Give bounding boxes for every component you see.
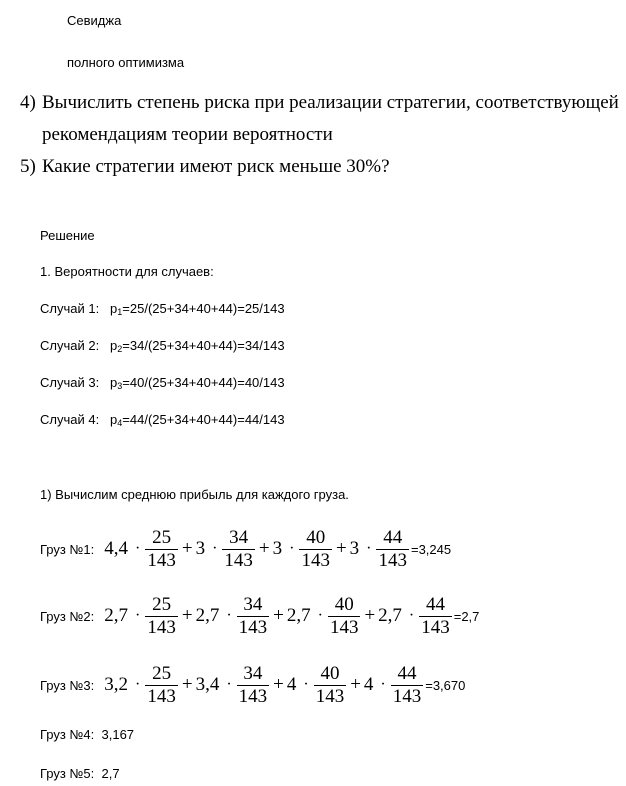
fraction: [314, 663, 347, 708]
avg-heading: 1) Вычислим среднюю прибыль для каждого груза.: [40, 487, 349, 502]
formula-term: [287, 594, 362, 639]
formula-term: [287, 663, 347, 708]
plus-sign: +: [273, 674, 284, 695]
formula-term: [104, 594, 179, 639]
term-coefficient: 2,7: [286, 605, 311, 626]
fraction-denominator: 143: [301, 549, 330, 571]
fraction: [145, 663, 178, 708]
term-coefficient: 2,7: [104, 605, 129, 626]
formula-term: [104, 527, 179, 572]
cargo-value: 3,167: [101, 727, 135, 742]
header-line-1: Севиджа: [67, 13, 122, 28]
fraction-denominator: 143: [421, 616, 450, 638]
case-label: Случай 3:: [40, 375, 100, 390]
multiply-dot: ·: [380, 676, 386, 693]
question-4-text-cont: рекомендациям теории вероятности: [42, 124, 333, 145]
multiply-dot: ·: [408, 607, 415, 624]
formula-term: [196, 663, 271, 708]
multiply-dot: ·: [303, 676, 309, 693]
prob-subscript: 4: [117, 418, 123, 428]
term-coefficient: 3: [349, 538, 360, 559]
cargo-label: Груз №1:: [40, 541, 95, 557]
fraction-denominator: 143: [329, 616, 359, 638]
case-label: Случай 1:: [40, 301, 100, 316]
fraction-numerator: 25: [152, 593, 172, 615]
fraction-denominator: 143: [378, 549, 407, 571]
case-1-row: [40, 301, 285, 317]
multiply-dot: ·: [135, 676, 141, 693]
fraction-numerator: 34: [243, 593, 263, 615]
prob-symbol: p: [110, 338, 118, 353]
plus-sign: +: [181, 538, 193, 559]
term-coefficient: 3,2: [104, 674, 129, 695]
fraction-denominator: 143: [147, 549, 176, 571]
multiply-dot: ·: [289, 540, 295, 557]
question-4-number: 4): [20, 92, 36, 113]
term-coefficient: 3: [195, 538, 206, 559]
cargo-label: Груз №3:: [40, 677, 95, 693]
formula-cargo-1: [40, 525, 451, 573]
fraction-denominator: 143: [238, 616, 268, 638]
formula-term: [350, 527, 410, 572]
case-2-row: [40, 338, 285, 354]
fraction-denominator: 143: [147, 616, 176, 638]
plus-sign: +: [335, 538, 347, 559]
case-label: Случай 4:: [40, 412, 100, 427]
fraction-numerator: 40: [334, 593, 354, 615]
fraction: [328, 594, 361, 639]
cargo-5-row: [40, 766, 120, 781]
formula-term: [196, 527, 256, 572]
prob-expression: =34/(25+34+40+44)=34/143: [122, 338, 285, 353]
multiply-dot: ·: [317, 607, 323, 624]
case-4-row: [40, 412, 285, 428]
formula-term: [104, 663, 179, 708]
case-3-row: [40, 375, 285, 391]
prob-heading: 1. Вероятности для случаев:: [40, 264, 214, 279]
formula-cargo-2: [40, 592, 479, 640]
solution-title: Решение: [40, 228, 95, 243]
fraction: [222, 527, 255, 572]
plus-sign: +: [350, 674, 361, 695]
case-label: Случай 2:: [40, 338, 100, 353]
formula-term: [364, 663, 424, 708]
fraction: [299, 527, 332, 572]
prob-symbol: p: [110, 412, 118, 427]
fraction: [237, 663, 270, 708]
term-coefficient: 4: [363, 674, 374, 695]
formula-cargo-3: [40, 661, 465, 709]
plus-sign: +: [364, 605, 376, 626]
prob-subscript: 1: [117, 307, 123, 317]
formula-result: =3,670: [425, 677, 466, 693]
plus-sign: +: [258, 538, 270, 559]
fraction-denominator: 143: [238, 685, 268, 707]
fraction: [237, 594, 270, 639]
formula-term: [273, 527, 333, 572]
cargo-label: Груз №2:: [40, 608, 95, 624]
fraction-numerator: 44: [397, 662, 417, 684]
fraction: [145, 594, 178, 639]
fraction-denominator: 143: [147, 685, 176, 707]
fraction-numerator: 44: [383, 526, 403, 548]
prob-expression: =44/(25+34+40+44)=44/143: [122, 412, 285, 427]
cargo-4-row: [40, 727, 134, 742]
fraction-numerator: 40: [320, 662, 340, 684]
term-coefficient: 2,7: [195, 605, 220, 626]
plus-sign: +: [181, 605, 193, 626]
fraction-numerator: 25: [152, 526, 172, 548]
term-coefficient: 2,7: [378, 605, 402, 626]
multiply-dot: ·: [366, 540, 372, 557]
cargo-label: Груз №4:: [40, 727, 95, 742]
question-4-text: Вычислить степень риска при реализации стратегии, соответствующей: [42, 92, 619, 113]
formula-term: [196, 594, 271, 639]
header-line-2: полного оптимизма: [67, 55, 185, 70]
fraction: [145, 527, 178, 572]
term-coefficient: 4: [286, 674, 297, 695]
term-coefficient: 4,4: [104, 538, 129, 559]
term-coefficient: 3: [272, 538, 283, 559]
term-coefficient: 3,4: [195, 674, 220, 695]
fraction-denominator: 143: [315, 685, 345, 707]
fraction-numerator: 34: [229, 526, 249, 548]
fraction: [391, 663, 424, 708]
fraction-numerator: 40: [306, 526, 326, 548]
fraction-denominator: 143: [224, 549, 253, 571]
plus-sign: +: [181, 674, 193, 695]
fraction-denominator: 143: [392, 685, 422, 707]
multiply-dot: ·: [226, 676, 232, 693]
fraction-numerator: 44: [425, 593, 445, 615]
fraction: [376, 527, 409, 572]
fraction: [419, 594, 452, 639]
prob-expression: =40/(25+34+40+44)=40/143: [122, 375, 285, 390]
multiply-dot: ·: [226, 607, 232, 624]
question-5-number: 5): [20, 156, 36, 177]
formula-result: =3,245: [410, 541, 452, 557]
prob-subscript: 2: [117, 344, 123, 354]
prob-subscript: 3: [117, 381, 123, 391]
prob-symbol: p: [110, 301, 118, 316]
prob-symbol: p: [110, 375, 118, 390]
fraction-numerator: 25: [152, 662, 172, 684]
multiply-dot: ·: [212, 540, 218, 557]
prob-expression: =25/(25+34+40+44)=25/143: [122, 301, 285, 316]
formula-term: [378, 594, 453, 639]
fraction-numerator: 34: [243, 662, 263, 684]
multiply-dot: ·: [135, 607, 141, 624]
question-5-text: Какие стратегии имеют риск меньше 30%?: [42, 156, 390, 177]
cargo-value: 2,7: [101, 766, 120, 781]
plus-sign: +: [273, 605, 284, 626]
formula-result: =2,7: [453, 608, 480, 624]
cargo-label: Груз №5:: [40, 766, 95, 781]
multiply-dot: ·: [135, 540, 141, 557]
